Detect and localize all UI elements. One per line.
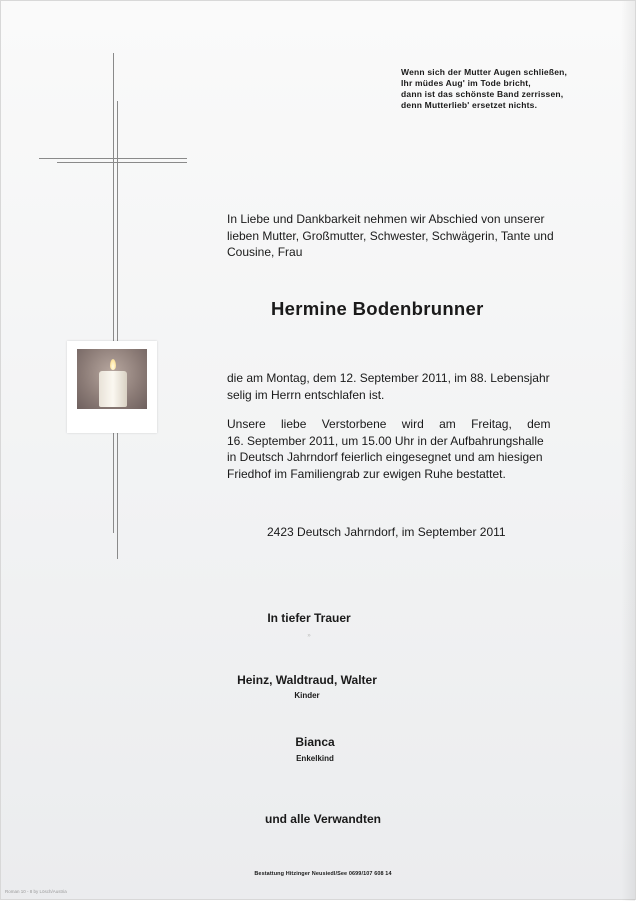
poem-line: Wenn sich der Mutter Augen schließen, <box>401 67 568 77</box>
funeral-line: in Deutsch Jahrndorf feierlich eingesegnet und am hiesigen <box>227 450 543 464</box>
candle-body <box>99 371 127 407</box>
funeral-line: Friedhof im Familiengrab zur ewigen Ruhe bestattet. <box>227 466 506 481</box>
candle-photo <box>77 349 147 409</box>
death-line: die am Montag, dem 12. September 2011, im 88. Lebensjahr <box>227 371 550 385</box>
relatives-line: und alle Verwandten <box>264 812 382 826</box>
funeral-line: Unsere liebe Verstorbene wird am Freitag, dem <box>227 417 551 431</box>
children-names: Heinz, Waldtraud, Walter <box>237 673 377 687</box>
intro-text <box>227 211 587 261</box>
intro-line: In Liebe und Dankbarkeit nehmen wir Abschied von unserer <box>227 212 545 226</box>
intro-line: lieben Mutter, Großmutter, Schwester, Schwägerin, Tante und <box>227 228 554 243</box>
cross-horizontal-line <box>39 158 187 159</box>
death-line: selig im Herrn entschlafen ist. <box>227 387 385 402</box>
page-edge-shadow <box>621 1 635 901</box>
poem-line: denn Mutterlieb' ersetzet nichts. <box>401 100 538 110</box>
children-label: Kinder <box>294 691 320 700</box>
funeral-line: 16. September 2011, um 15.00 Uhr in der Aufbahrungshalle <box>227 433 544 448</box>
cross-vertical-line <box>113 53 114 533</box>
place-date: 2423 Deutsch Jahrndorf, im September 2011 <box>267 525 506 539</box>
separator-mark: » <box>307 633 311 639</box>
intro-line: Cousine, Frau <box>227 245 303 259</box>
poem-line: Ihr müdes Aug' im Tode bricht, <box>401 78 531 88</box>
cross-horizontal-line <box>57 162 187 163</box>
poem-line: dann ist das schönste Band zerrissen, <box>401 89 564 99</box>
cross-vertical-line <box>117 101 118 559</box>
candle-icon <box>67 341 157 433</box>
grandchild-label: Enkelkind <box>296 754 334 763</box>
funeral-home-footer: Bestattung Hitzinger Neusiedl/See 0699/107 608 14 <box>254 871 392 877</box>
grandchild-name: Bianca <box>295 735 335 749</box>
death-notice <box>227 370 587 403</box>
poem <box>401 67 601 111</box>
funeral-notice <box>227 416 587 482</box>
candle-flame <box>110 359 116 370</box>
deceased-name: Hermine Bodenbrunner <box>271 298 484 319</box>
printer-imprint: Roman 10 - 8 by Lösch/Austria <box>5 889 67 894</box>
mourning-heading: In tiefer Trauer <box>267 611 351 625</box>
